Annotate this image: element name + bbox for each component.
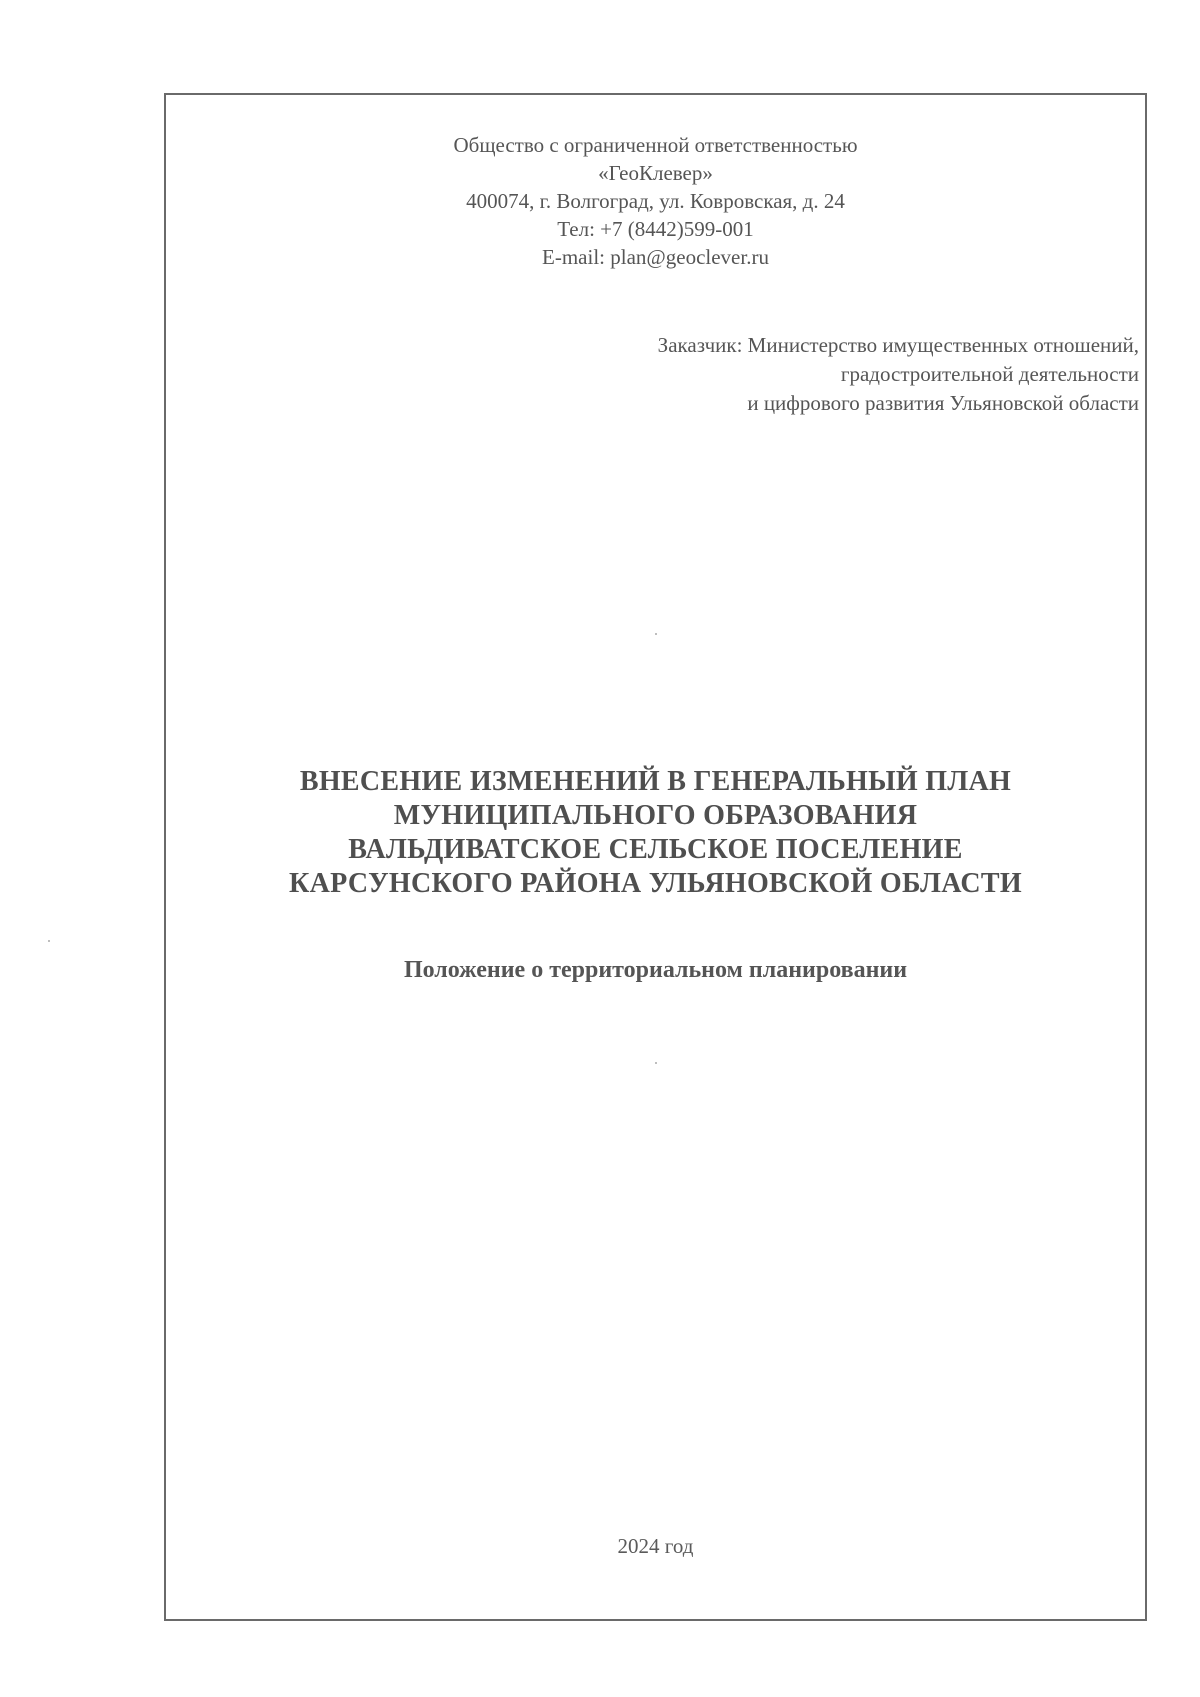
title-line-4: КАРСУНСКОГО РАЙОНА УЛЬЯНОВСКОЙ ОБЛАСТИ bbox=[289, 868, 1022, 899]
document-title bbox=[166, 765, 1145, 901]
organization-email: E-mail: plan@geoclever.ru bbox=[542, 245, 769, 269]
document-year: 2024 год bbox=[617, 1534, 694, 1558]
customer-line-2: градостроительной деятельности bbox=[840, 362, 1139, 386]
title-line-3: ВАЛЬДИВАТСКОЕ СЕЛЬСКОЕ ПОСЕЛЕНИЕ bbox=[348, 834, 963, 865]
customer-line-3: и цифрового развития Ульяновской области bbox=[747, 391, 1139, 415]
page-frame bbox=[164, 93, 1147, 1621]
organization-type: Общество с ограниченной ответственностью bbox=[453, 133, 858, 157]
organization-phone: Тел: +7 (8442)599-001 bbox=[557, 217, 754, 241]
document-subtitle: Положение о территориальном планировании bbox=[403, 957, 908, 983]
scan-speck bbox=[655, 633, 657, 635]
title-line-2: МУНИЦИПАЛЬНОГО ОБРАЗОВАНИЯ bbox=[393, 800, 918, 831]
organization-header bbox=[166, 131, 1145, 271]
scan-speck bbox=[48, 940, 50, 942]
organization-name: «ГеоКлевер» bbox=[598, 161, 713, 185]
customer-line-1: Заказчик: Министерство имущественных отношений, bbox=[657, 333, 1139, 357]
scan-speck bbox=[655, 1062, 657, 1064]
title-line-1: ВНЕСЕНИЕ ИЗМЕНЕНИЙ В ГЕНЕРАЛЬНЫЙ ПЛАН bbox=[299, 766, 1012, 797]
customer-block bbox=[658, 331, 1139, 418]
organization-address: 400074, г. Волгоград, ул. Ковровская, д. 24 bbox=[466, 189, 845, 213]
